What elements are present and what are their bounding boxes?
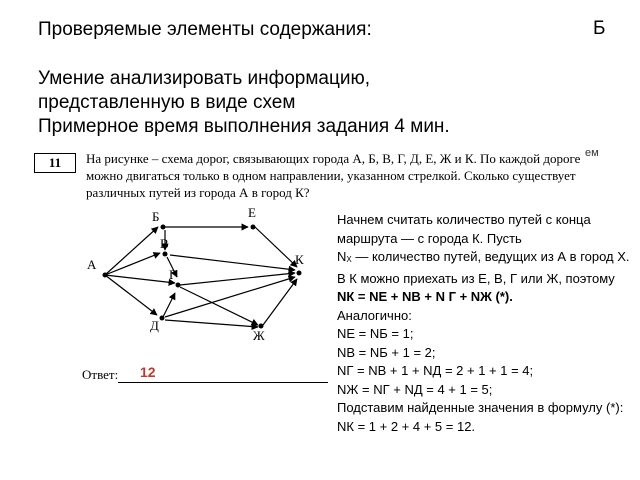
solution-eq-2: NВ = NБ + 1 = 2; — [337, 344, 436, 360]
edge-v-k — [170, 255, 295, 270]
answer-value: 12 — [140, 364, 156, 380]
node-g — [176, 283, 181, 288]
skill-line-1: Умение анализировать информацию, — [38, 68, 371, 89]
header-title: Проверяемые элементы содержания: — [38, 19, 372, 40]
node-k — [297, 271, 302, 276]
edge-d-zh — [165, 320, 258, 327]
solution-final: NК = 1 + 2 + 4 + 5 = 12. — [337, 418, 476, 434]
edge-a-b — [105, 227, 158, 275]
label-zh: Ж — [253, 328, 265, 343]
edge-e-k — [255, 227, 297, 267]
solution-intro: Начнем считать количество путей с конца маршрута — с города К. Пусть — [337, 212, 591, 246]
label-b: Б — [152, 209, 160, 224]
label-v: В — [160, 236, 169, 251]
time-estimate: Примерное время выполнения задания 4 мин. — [38, 116, 450, 137]
node-d — [160, 316, 165, 321]
task-text: На рисунке – схема дорог, связывающих города А, Б, В, Г, Д, Е, Ж и К. По каждой дороге можно двигаться только в одном направлении, указанном стрелкой. Сколько существует различных путей из города А в город К? — [86, 151, 581, 200]
nx-subscript: X — [346, 255, 352, 264]
node-e — [251, 225, 256, 230]
solution-eq-4: NЖ = NГ + NД = 4 + 1 = 5; — [337, 381, 493, 397]
solution-formula: NК = NЕ + NВ + N Г + NЖ (*). — [337, 289, 513, 304]
road-graph — [85, 205, 330, 345]
node-v — [163, 252, 168, 257]
edge-a-g — [105, 275, 175, 283]
edge-g-k — [180, 273, 295, 285]
edge-d-g — [163, 293, 175, 317]
solution-eq-1: NЕ = NБ = 1; — [337, 326, 414, 341]
label-g: Г — [169, 267, 177, 282]
label-a: А — [87, 257, 97, 272]
nx-symbol: N — [337, 249, 347, 264]
task-number: 11 — [34, 153, 76, 173]
answer-line — [118, 382, 328, 383]
edge-a-d — [105, 275, 157, 315]
label-k: К — [295, 252, 304, 267]
edge-a-v — [105, 253, 160, 275]
answer-label: Ответ: — [82, 367, 119, 382]
node-a — [103, 273, 108, 278]
label-e: Е — [248, 205, 256, 220]
overlap-text-fragment: ем — [585, 147, 599, 159]
solution-nx-line — [337, 248, 637, 288]
solution-text — [337, 211, 637, 436]
solution-similarly: Аналогично: — [337, 307, 412, 323]
nx-description: — количество путей, ведущих из А в город Х. В К можно приехать из Е, В, Г или Ж, поэтому — [337, 249, 630, 286]
solution-eq-3: NГ = NВ + 1 + NД = 2 + 1 + 1 = 4; — [337, 363, 534, 378]
edge-g-zh — [180, 287, 258, 325]
node-b — [161, 225, 166, 230]
skill-line-2: представленную в виде схем — [38, 92, 296, 113]
difficulty-grade: Б — [593, 18, 606, 39]
solution-final-intro: Подставим найденные значения в формулу (*): — [337, 400, 624, 415]
label-d: Д — [150, 318, 159, 333]
